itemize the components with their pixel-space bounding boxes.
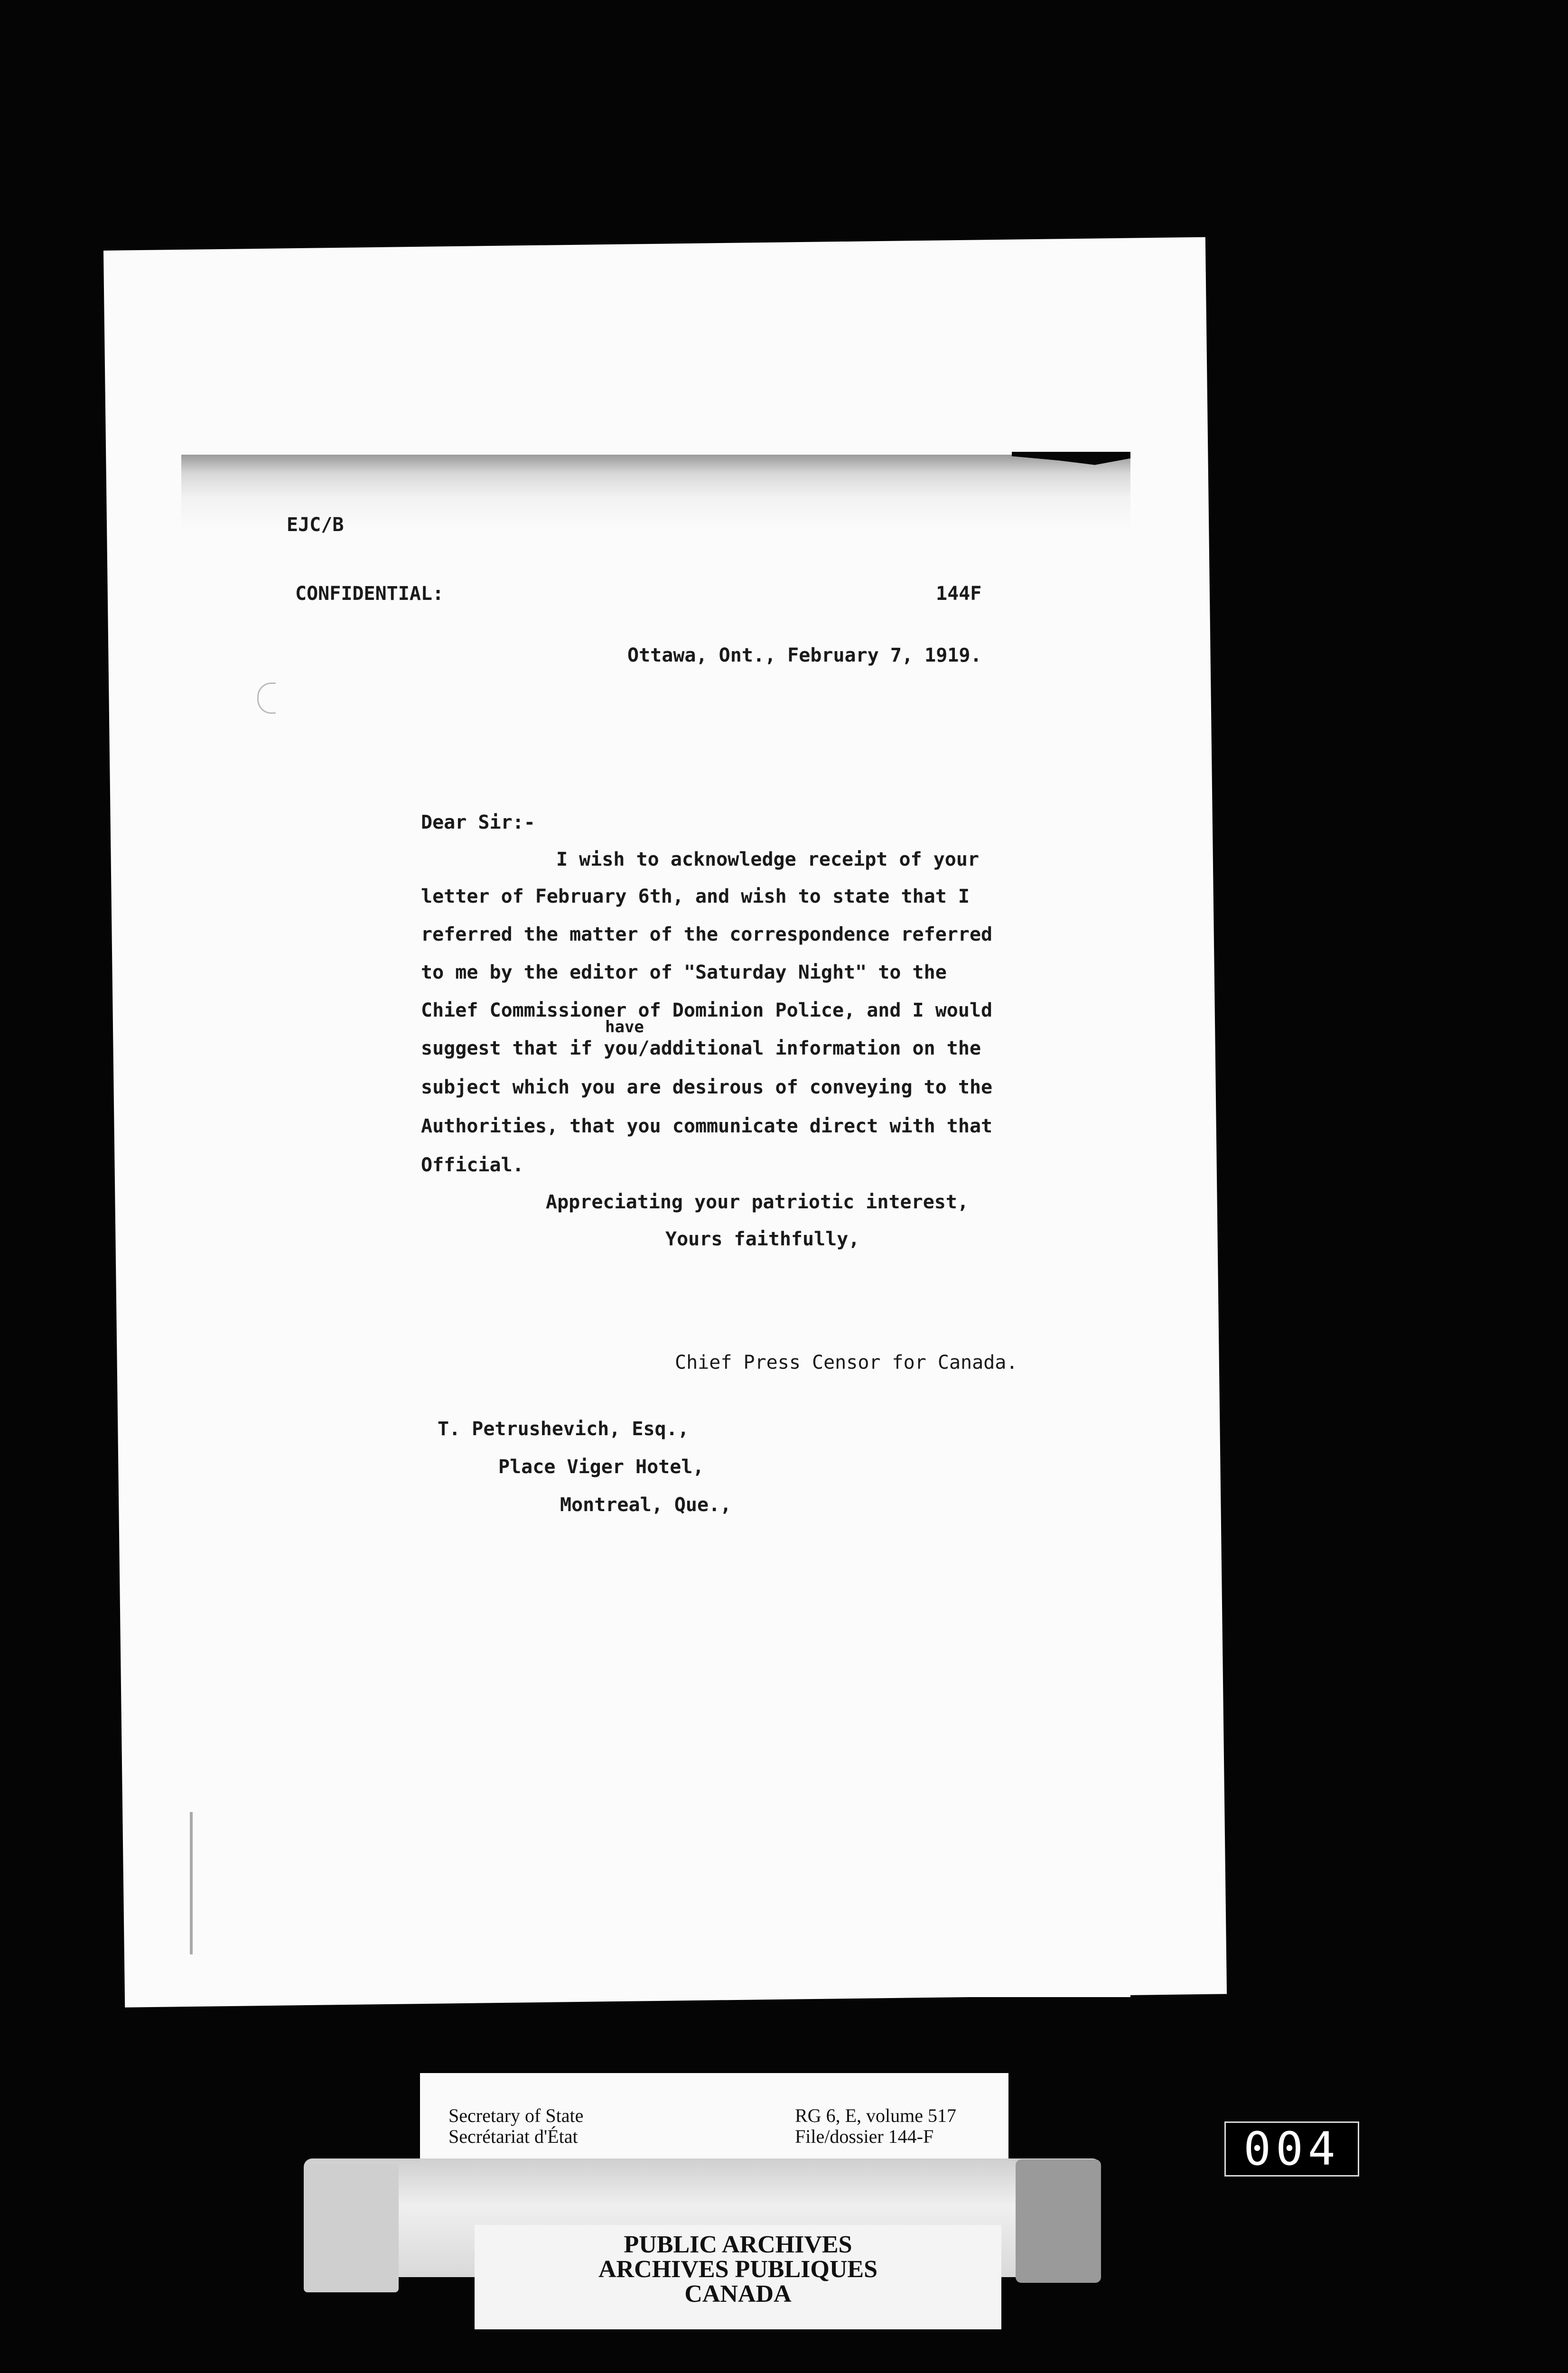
body-line: letter of February 6th, and wish to state that I [421, 886, 970, 907]
valediction: Yours faithfully, [665, 1228, 860, 1250]
public-archives-stamp [475, 2225, 1001, 2329]
file-number: 144F [936, 583, 982, 605]
addressee-name: T. Petrushevich, Esq., [438, 1418, 689, 1440]
body-line: Official. [421, 1154, 524, 1176]
tape-left-end [304, 2164, 399, 2292]
hole-punch-mark [257, 682, 276, 714]
paper-tear [1012, 452, 1130, 474]
reference-initials: EJC/B [287, 514, 344, 536]
frame-counter: 004 [1224, 2121, 1359, 2177]
stamp-line: ARCHIVES PUBLIQUES [598, 2256, 878, 2283]
body-line: I wish to acknowledge receipt of your [556, 849, 980, 870]
closing-line: Appreciating your patriotic interest, [546, 1191, 969, 1213]
tape-right-end [1016, 2159, 1101, 2283]
body-line: suggest that if you/additional information on the [421, 1037, 981, 1059]
addressee-address-line1: Place Viger Hotel, [498, 1456, 704, 1478]
interlinear-insert: have [605, 1018, 644, 1037]
body-line: referred the matter of the correspondence referred [421, 924, 993, 945]
salutation: Dear Sir:- [421, 812, 535, 833]
stamp-line: CANADA [684, 2280, 792, 2308]
file-reference: File/dossier 144-F [795, 2126, 934, 2147]
addressee-address-line2: Montreal, Que., [560, 1494, 732, 1516]
place-date: Ottawa, Ont., February 7, 1919. [627, 645, 982, 666]
body-line: Authorities, that you communicate direct with that [421, 1115, 993, 1137]
record-group: RG 6, E, volume 517 [795, 2105, 956, 2126]
body-line: Chief Commissioner of Dominion Police, and I would [421, 1000, 993, 1021]
left-edge-line [190, 1812, 193, 1954]
body-line: subject which you are desirous of conveying to the [421, 1076, 993, 1098]
body-line: to me by the editor of "Saturday Night" to the [421, 962, 947, 983]
letter-page [181, 455, 1130, 1997]
department-french: Secrétariat d'État [448, 2126, 578, 2147]
confidential-heading: CONFIDENTIAL: [295, 583, 444, 605]
stamp-line: PUBLIC ARCHIVES [624, 2231, 852, 2258]
signature-title: Chief Press Censor for Canada. [675, 1352, 1018, 1373]
department-english: Secretary of State [448, 2105, 584, 2126]
